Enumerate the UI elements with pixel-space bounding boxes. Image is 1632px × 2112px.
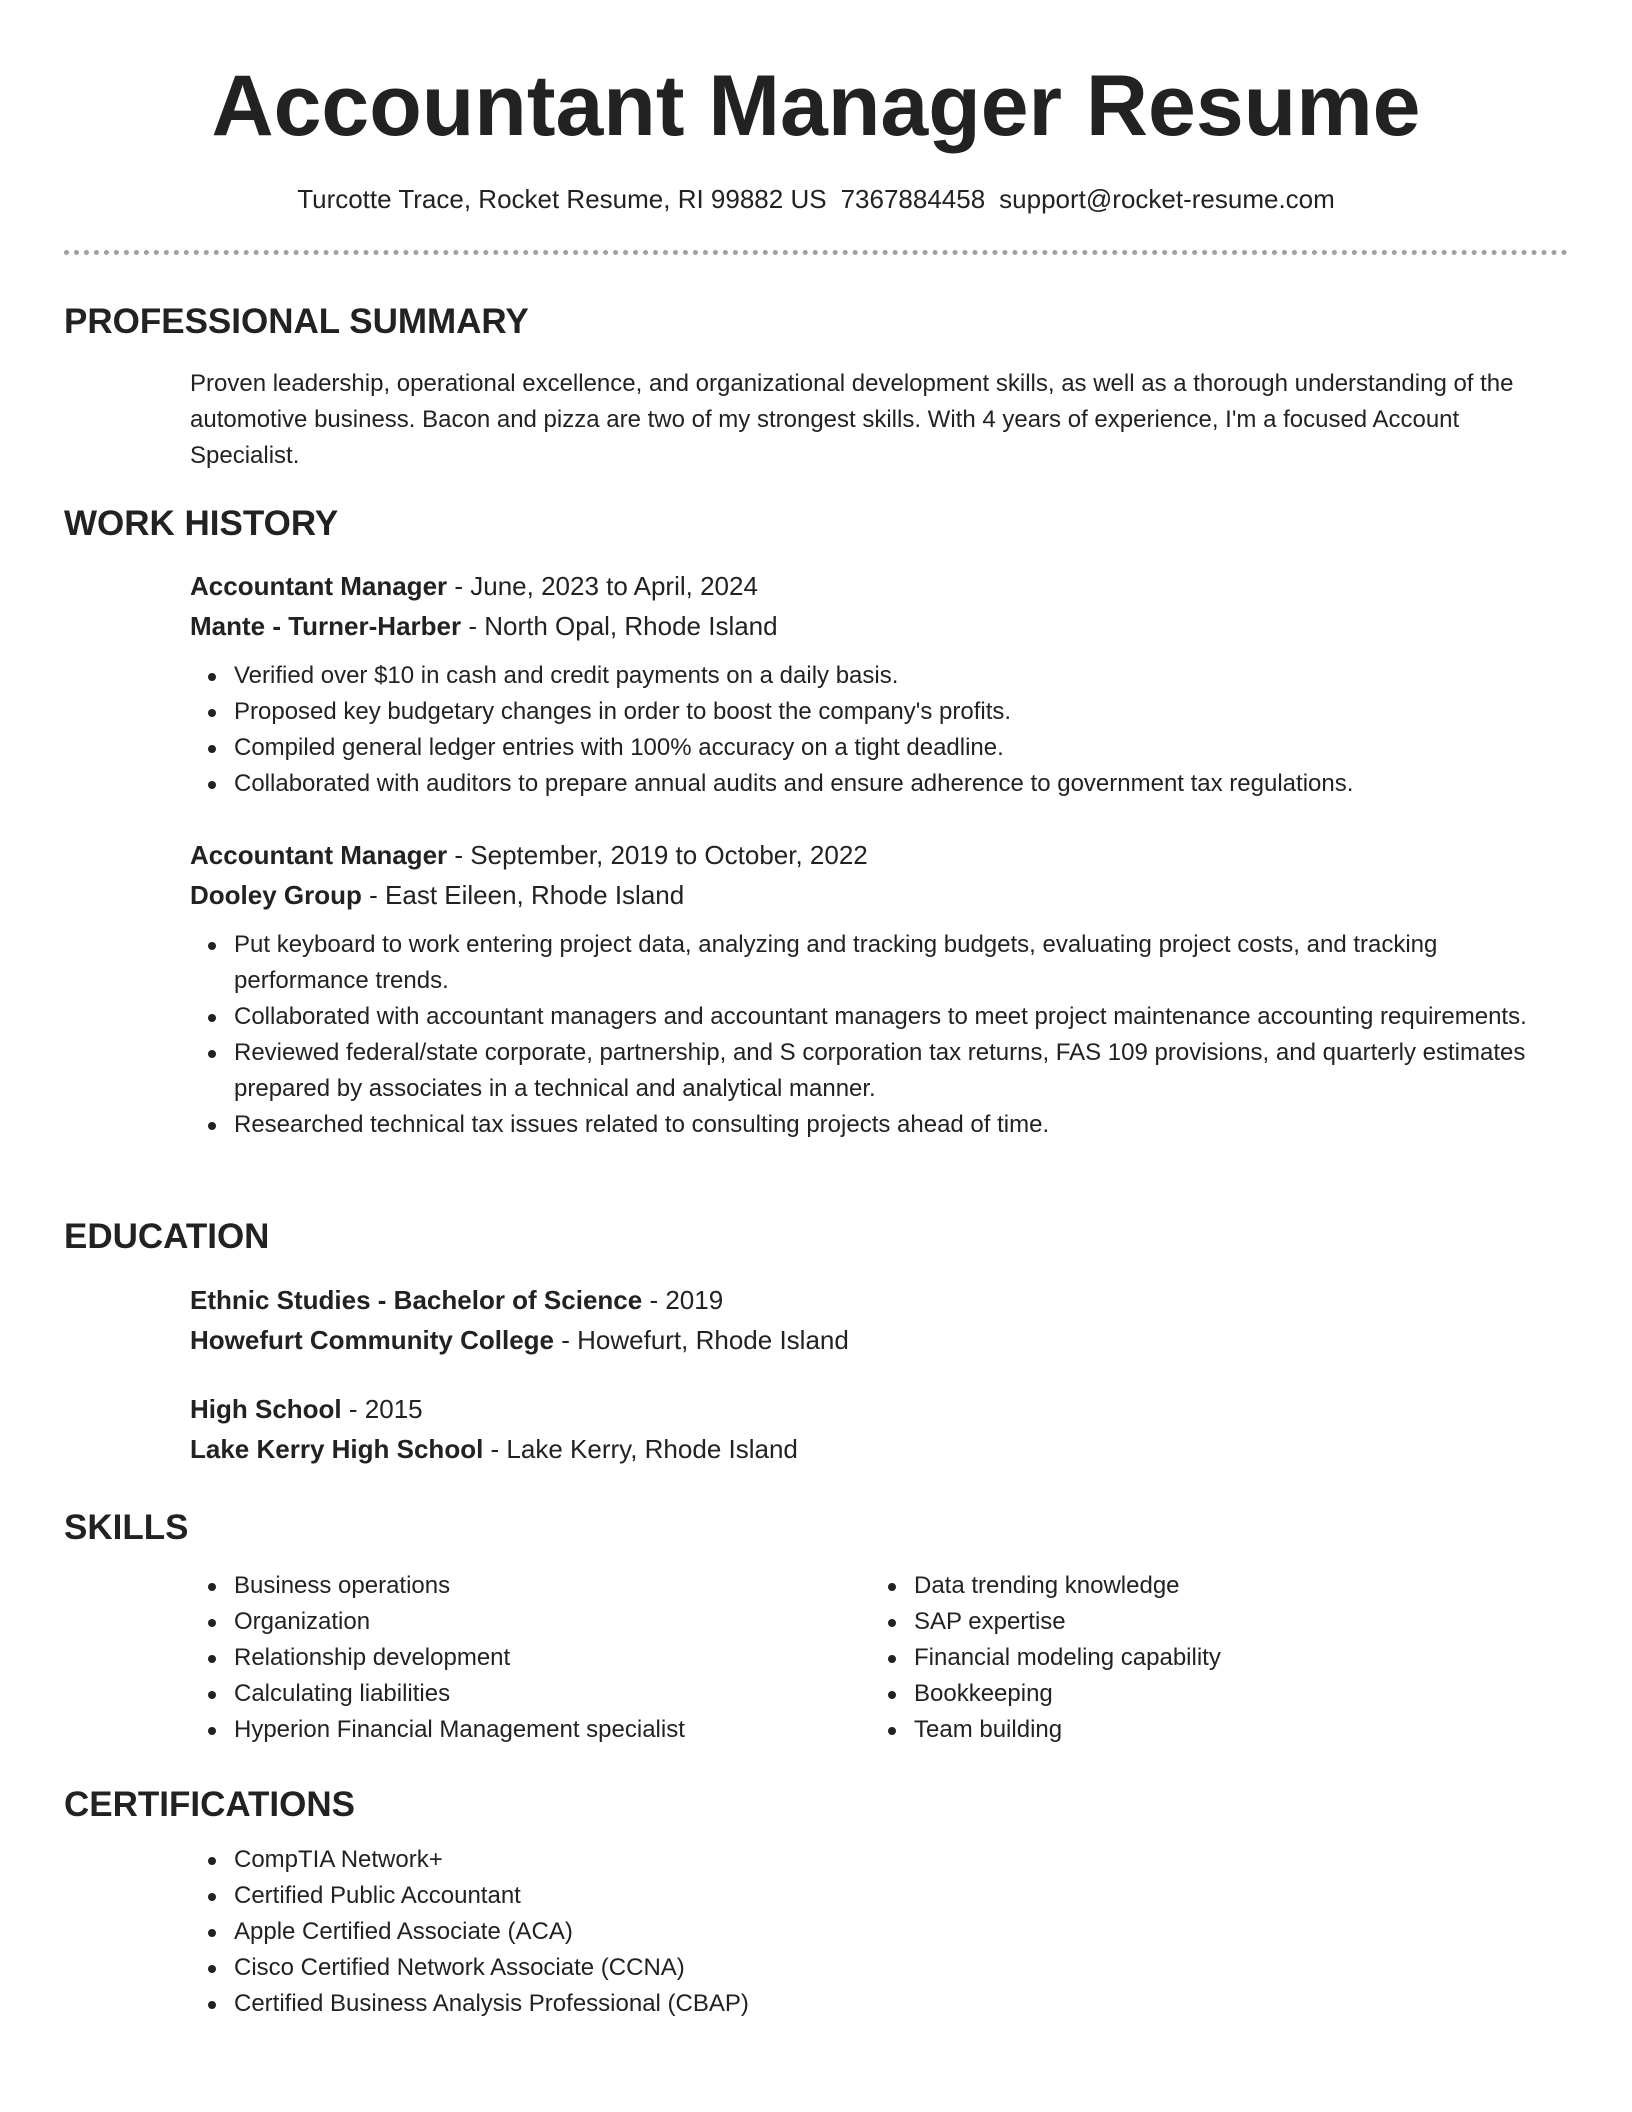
list-item: Hyperion Financial Management specialist — [190, 1712, 870, 1748]
list-item: Relationship development — [190, 1640, 870, 1676]
list-item: CompTIA Network+ — [190, 1842, 1570, 1878]
list-item: Data trending knowledge — [870, 1568, 1550, 1604]
contact-line — [0, 182, 1632, 216]
school-location: - Howefurt, Rhode Island — [554, 1325, 849, 1355]
list-item: Certified Business Analysis Professional (CBAP) — [190, 1986, 1570, 2022]
list-item: Team building — [870, 1712, 1550, 1748]
school-line — [190, 1429, 1570, 1469]
summary-block — [190, 366, 1570, 474]
certifications-block — [190, 1830, 1570, 2022]
summary-text: Proven leadership, operational excellence, and organizational development skills, as well as a thorough understanding of the automotive business. Bacon and pizza are two of my strongest skills. With 4 years of experience, I'm a focused Account Specialist. — [190, 370, 1514, 469]
skills-heading: SKILLS — [64, 1508, 189, 1547]
list-item: Collaborated with accountant managers and accountant managers to meet project maintenance accounting requirements. — [190, 999, 1570, 1035]
list-item: Business operations — [190, 1568, 870, 1604]
degree-year: - 2019 — [642, 1285, 724, 1315]
job-duties-list — [190, 658, 1570, 802]
job-entry — [190, 835, 1570, 1143]
list-item: Cisco Certified Network Associate (CCNA) — [190, 1950, 1570, 1986]
school-name: Lake Kerry High School — [190, 1434, 484, 1464]
degree-line — [190, 1280, 1570, 1320]
degree-name: Ethnic Studies - Bachelor of Science — [190, 1285, 643, 1315]
degree-line — [190, 1389, 1570, 1429]
degree-year: - 2015 — [341, 1394, 423, 1424]
education-heading: EDUCATION — [64, 1217, 270, 1256]
list-item: Calculating liabilities — [190, 1676, 870, 1712]
list-item: SAP expertise — [870, 1604, 1550, 1640]
school-name: Howefurt Community College — [190, 1325, 555, 1355]
job-entry — [190, 566, 1570, 802]
certifications-list — [190, 1842, 1570, 2022]
contact-email: support@rocket-resume.com — [999, 184, 1335, 214]
job-dates: - June, 2023 to April, 2024 — [447, 571, 758, 601]
list-item: Researched technical tax issues related to consulting projects ahead of time. — [190, 1107, 1570, 1143]
list-item: Certified Public Accountant — [190, 1878, 1570, 1914]
skills-list — [190, 1568, 870, 1748]
list-item: Proposed key budgetary changes in order to boost the company's profits. — [190, 694, 1570, 730]
list-item: Organization — [190, 1604, 870, 1640]
work-history-heading: WORK HISTORY — [64, 504, 339, 543]
skills-block — [190, 1568, 1570, 1748]
summary-heading: PROFESSIONAL SUMMARY — [64, 302, 529, 341]
job-company: Mante - Turner-Harber — [190, 611, 462, 641]
skills-column-left — [190, 1568, 870, 1748]
degree-name: High School — [190, 1394, 342, 1424]
job-company-line — [190, 606, 1570, 646]
list-item: Financial modeling capability — [870, 1640, 1550, 1676]
list-item: Put keyboard to work entering project data, analyzing and tracking budgets, evaluating project costs, and tracking performance trends. — [190, 927, 1570, 999]
job-dates: - September, 2019 to October, 2022 — [447, 840, 868, 870]
contact-phone: 7367884458 — [840, 184, 986, 214]
contact-address: Turcotte Trace, Rocket Resume, RI 99882 US — [297, 184, 827, 214]
resume-title: Accountant Manager Resume — [211, 58, 1421, 154]
certifications-heading: CERTIFICATIONS — [64, 1785, 356, 1824]
job-title-line — [190, 835, 1570, 875]
job-title-line — [190, 566, 1570, 606]
job-location: - East Eileen, Rhode Island — [361, 880, 685, 910]
school-location: - Lake Kerry, Rhode Island — [483, 1434, 798, 1464]
job-location: - North Opal, Rhode Island — [461, 611, 778, 641]
skills-list — [870, 1568, 1550, 1748]
education-entry — [190, 1280, 1570, 1360]
list-item: Bookkeeping — [870, 1676, 1550, 1712]
skills-column-right — [870, 1568, 1550, 1748]
job-duties-list — [190, 927, 1570, 1143]
list-item: Apple Certified Associate (ACA) — [190, 1914, 1570, 1950]
job-role: Accountant Manager — [190, 571, 448, 601]
job-company: Dooley Group — [190, 880, 362, 910]
list-item: Reviewed federal/state corporate, partnership, and S corporation tax returns, FAS 109 provisions, and quarterly estimates prepared by associates in a technical and analytical manner. — [190, 1035, 1570, 1107]
job-company-line — [190, 875, 1570, 915]
school-line — [190, 1320, 1570, 1360]
list-item: Compiled general ledger entries with 100% accuracy on a tight deadline. — [190, 730, 1570, 766]
list-item: Verified over $10 in cash and credit payments on a daily basis. — [190, 658, 1570, 694]
job-role: Accountant Manager — [190, 840, 448, 870]
list-item: Collaborated with auditors to prepare annual audits and ensure adherence to government tax regulations. — [190, 766, 1570, 802]
education-entry — [190, 1389, 1570, 1469]
header-divider — [64, 250, 1568, 255]
